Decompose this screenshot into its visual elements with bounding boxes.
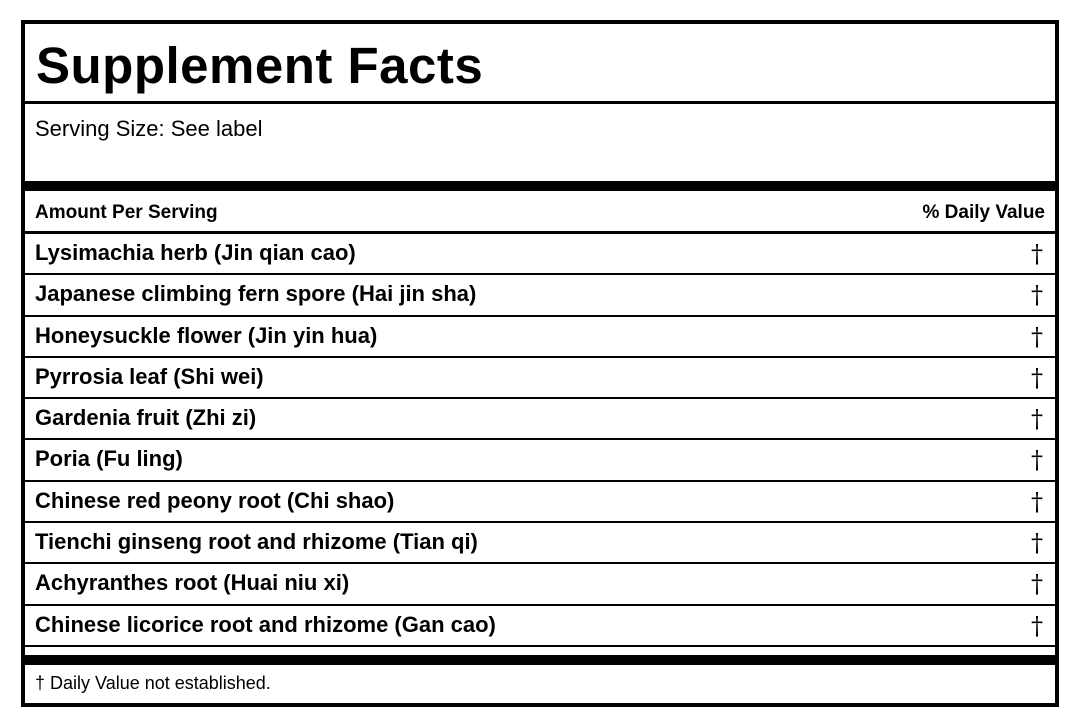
dagger-mark: † (1031, 281, 1043, 310)
ingredient-name: Honeysuckle flower (Jin yin hua) (35, 322, 378, 348)
ingredient-row (25, 440, 1055, 481)
ingredient-row (25, 564, 1055, 605)
dagger-mark: † (1031, 240, 1043, 268)
ingredient-row (25, 234, 1055, 275)
ingredient-name: Gardenia fruit (Zhi zi) (35, 405, 257, 431)
ingredient-name: Tienchi ginseng root and rhizome (Tian qi) (35, 529, 478, 555)
ingredient-name: Lysimachia herb (Jin qian cao) (35, 240, 356, 265)
ingredient-name: Chinese red peony root (Chi shao) (35, 487, 395, 513)
ingredient-row (25, 317, 1055, 358)
amount-header (25, 191, 1055, 234)
dagger-mark: † (1031, 611, 1043, 640)
dagger-mark: † (1031, 529, 1043, 558)
daily-value-label: % Daily Value (922, 202, 1045, 223)
ingredient-row (25, 358, 1055, 399)
panel-title: Supplement Facts (36, 37, 484, 94)
ingredient-name: Japanese climbing fern spore (Hai jin sha) (35, 281, 477, 307)
dagger-mark: † (1031, 405, 1043, 434)
ingredient-name: Poria (Fu ling) (35, 446, 183, 472)
amount-per-serving-label: Amount Per Serving (35, 202, 218, 223)
footnote: † Daily Value not established. (35, 673, 271, 693)
ingredient-row (25, 606, 1055, 647)
dagger-mark: † (1031, 570, 1043, 599)
supplement-facts-panel (21, 20, 1059, 707)
ingredient-row (25, 482, 1055, 523)
dagger-mark: † (1031, 487, 1043, 516)
ingredient-row (25, 523, 1055, 564)
ingredient-name: Chinese licorice root and rhizome (Gan cao) (35, 611, 496, 637)
thick-divider-bottom (25, 655, 1055, 665)
serving-size: Serving Size: See label (35, 116, 263, 141)
ingredient-name: Pyrrosia leaf (Shi wei) (35, 363, 264, 389)
ingredient-name: Achyranthes root (Huai niu xi) (35, 570, 350, 596)
ingredient-row (25, 399, 1055, 440)
ingredient-list (25, 234, 1055, 647)
ingredient-row (25, 275, 1055, 316)
thick-divider-top (25, 181, 1055, 191)
dagger-mark: † (1031, 363, 1043, 392)
dagger-mark: † (1031, 446, 1043, 475)
dagger-mark: † (1031, 322, 1043, 351)
title-section (25, 24, 1055, 104)
serving-section (25, 104, 1055, 181)
